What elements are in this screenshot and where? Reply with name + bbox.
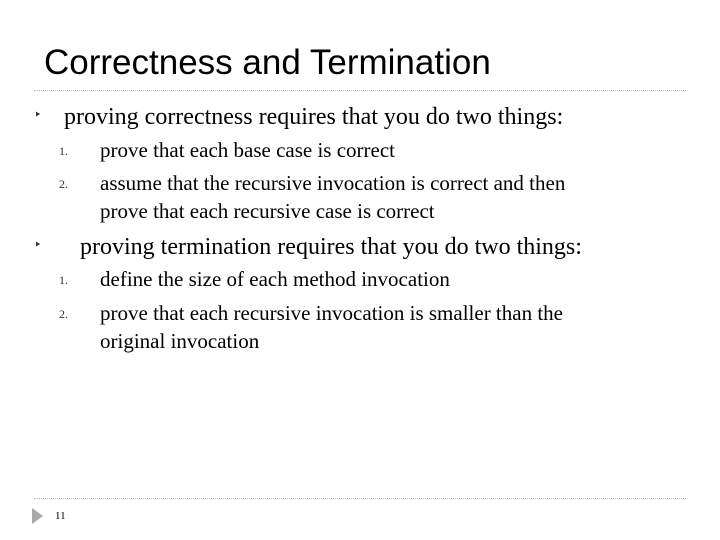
list-number: 2. <box>59 307 68 321</box>
list-item: assume that the recursive invocation is correct and then <box>100 171 566 195</box>
page-marker-icon <box>32 508 43 524</box>
list-item: prove that each recursive invocation is smaller than the <box>100 301 563 325</box>
list-item-continuation: original invocation <box>100 329 260 353</box>
arrow-bullet-icon: ‣ <box>34 238 42 253</box>
list-number: 2. <box>59 177 68 191</box>
list-item: prove that each base case is correct <box>100 138 396 162</box>
list-number: 1. <box>59 144 68 158</box>
bullet-correctness: proving correctness requires that you do two things: <box>64 104 564 130</box>
title-divider <box>34 90 686 91</box>
list-number: 1. <box>59 273 68 287</box>
list-item: define the size of each method invocation <box>100 267 450 291</box>
bullet-termination: proving termination requires that you do two things: <box>80 234 582 260</box>
slide-title: Correctness and Termination <box>44 43 491 82</box>
list-item-continuation: prove that each recursive case is correct <box>100 199 435 223</box>
footer-divider <box>34 498 686 499</box>
arrow-bullet-icon: ‣ <box>34 108 42 123</box>
page-number: 11 <box>55 510 66 522</box>
